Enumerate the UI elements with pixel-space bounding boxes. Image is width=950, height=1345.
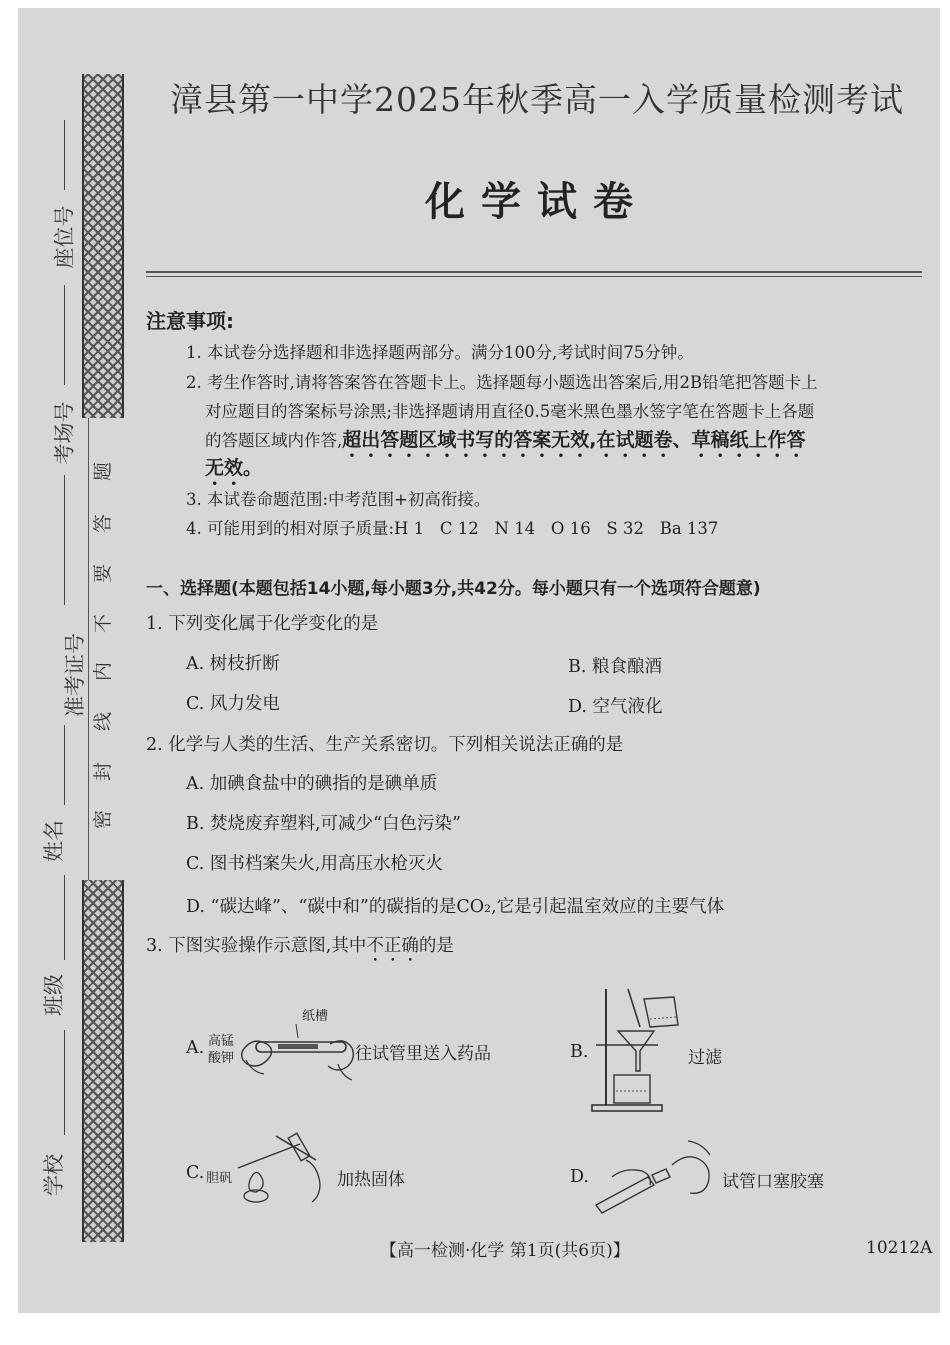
name-label: 姓名 [42, 820, 66, 862]
seal-char: 内 [92, 661, 115, 682]
q1-stem: 1. 下列变化属于化学变化的是 [146, 614, 379, 634]
q2-stem: 2. 化学与人类的生活、生产关系密切。下列相关说法正确的是 [146, 735, 624, 755]
stopper-insertion-figure [592, 1135, 720, 1215]
side-line [64, 120, 65, 190]
q2-option-a: A. 加碘食盐中的碘指的是碘单质 [186, 774, 438, 794]
seal-char: 线 [92, 711, 115, 732]
note-item-3: 3. 本试卷命题范围:中考范围+初高衔接。 [186, 490, 491, 509]
q3-b-caption: 过滤 [688, 1048, 722, 1068]
q3-d-letter: D. [570, 1167, 589, 1187]
q2-option-c: C. 图书档案失火,用高压水枪灭火 [186, 854, 443, 874]
notes-heading: 注意事项: [146, 309, 234, 333]
q3-b-letter: B. [570, 1042, 589, 1062]
q3-c-letter: C. [186, 1163, 205, 1183]
title-rule [146, 271, 922, 273]
note-item-2-cont [205, 425, 805, 462]
q1-option-a: A. 树枝折断 [186, 654, 280, 674]
note-item-2-cont: 对应题目的答案标号涂黑;非选择题请用直径0.5毫米黑色墨水签字笔在答题卡上各题 [205, 402, 815, 421]
q3-a-tag: 高锰 [208, 1034, 235, 1049]
class-label: 班级 [42, 974, 66, 1016]
q1-option-b: B. 粮食酿酒 [568, 657, 662, 677]
note-item-2-end: 无效。 [205, 457, 263, 479]
note-text: 的答题区域内作答, [205, 431, 343, 450]
school-label: 学校 [42, 1154, 66, 1196]
note-item-1: 1. 本试卷分选择题和非选择题两部分。满分100分,考试时间75分钟。 [186, 343, 694, 362]
heating-solid-figure [236, 1130, 336, 1210]
side-line [64, 725, 65, 805]
exam-title: 漳县第一中学2025年秋季高一入学质量检测考试 [170, 80, 904, 119]
q3-stem-emphasis: 不正确 [366, 936, 419, 956]
paper-code: 10212A [866, 1238, 933, 1258]
section-heading: 一、选择题(本题包括14小题,每小题3分,共42分。每小题只有一个选项符合题意) [146, 579, 761, 599]
note-item-2: 2. 考生作答时,请将答案答在答题卡上。选择题每小题选出答案后,用2B铅笔把答题卡上 [186, 373, 818, 392]
note-item-4: 4. 可能用到的相对原子质量:H 1 C 12 N 14 O 16 S 32 Ba 137 [186, 519, 719, 538]
seal-char: 不 [92, 613, 115, 634]
side-line [64, 1030, 65, 1135]
q3-stem [146, 932, 454, 966]
binding-strip-bottom [82, 880, 124, 1242]
q3-a-tag: 酸钾 [208, 1051, 235, 1066]
q3-c-caption: 加热固体 [337, 1170, 405, 1190]
seal-char: 密 [92, 809, 115, 830]
seal-char: 封 [92, 761, 115, 782]
q3-a-letter: A. [186, 1038, 205, 1058]
q3-stem-text: 的是 [418, 936, 454, 956]
q1-option-c: C. 风力发电 [186, 694, 280, 714]
test-tube-paper-trough-figure [238, 1020, 358, 1090]
filtration-figure [588, 985, 688, 1115]
side-line [64, 285, 65, 385]
q3-d-caption: 试管口塞胶塞 [722, 1172, 824, 1192]
seat-label: 座位号 [52, 205, 77, 269]
admission-label: 准考证号 [63, 633, 87, 717]
paper-title: 化学试卷 [425, 179, 649, 225]
q3-a-caption: 往试管里送入药品 [355, 1044, 491, 1064]
exam-room-label: 考场号 [52, 401, 77, 465]
page-footer: 【高一检测·化学 第1页(共6页)】 [380, 1241, 630, 1261]
q2-option-b: B. 焚烧废弃塑料,可减少“白色污染” [186, 814, 461, 834]
seal-char: 答 [92, 513, 115, 534]
side-line [64, 875, 65, 960]
side-line [64, 475, 65, 605]
q3-c-tag: 胆矾 [206, 1171, 233, 1186]
seal-char: 题 [92, 461, 115, 482]
seal-char: 要 [92, 563, 115, 584]
title-rule [146, 276, 922, 277]
q1-option-d: D. 空气液化 [568, 697, 663, 717]
note-emphasis: 超出答题区域书写的答案无效,在试题卷、草稿纸上作答 [342, 429, 806, 451]
q3-stem-text: 3. 下图实验操作示意图,其中 [146, 936, 367, 956]
q2-option-d: D. “碳达峰”、“碳中和”的碳指的是CO₂,它是引起温室效应的主要气体 [186, 897, 725, 917]
q3-a-top-label: 纸槽 [302, 1009, 329, 1024]
